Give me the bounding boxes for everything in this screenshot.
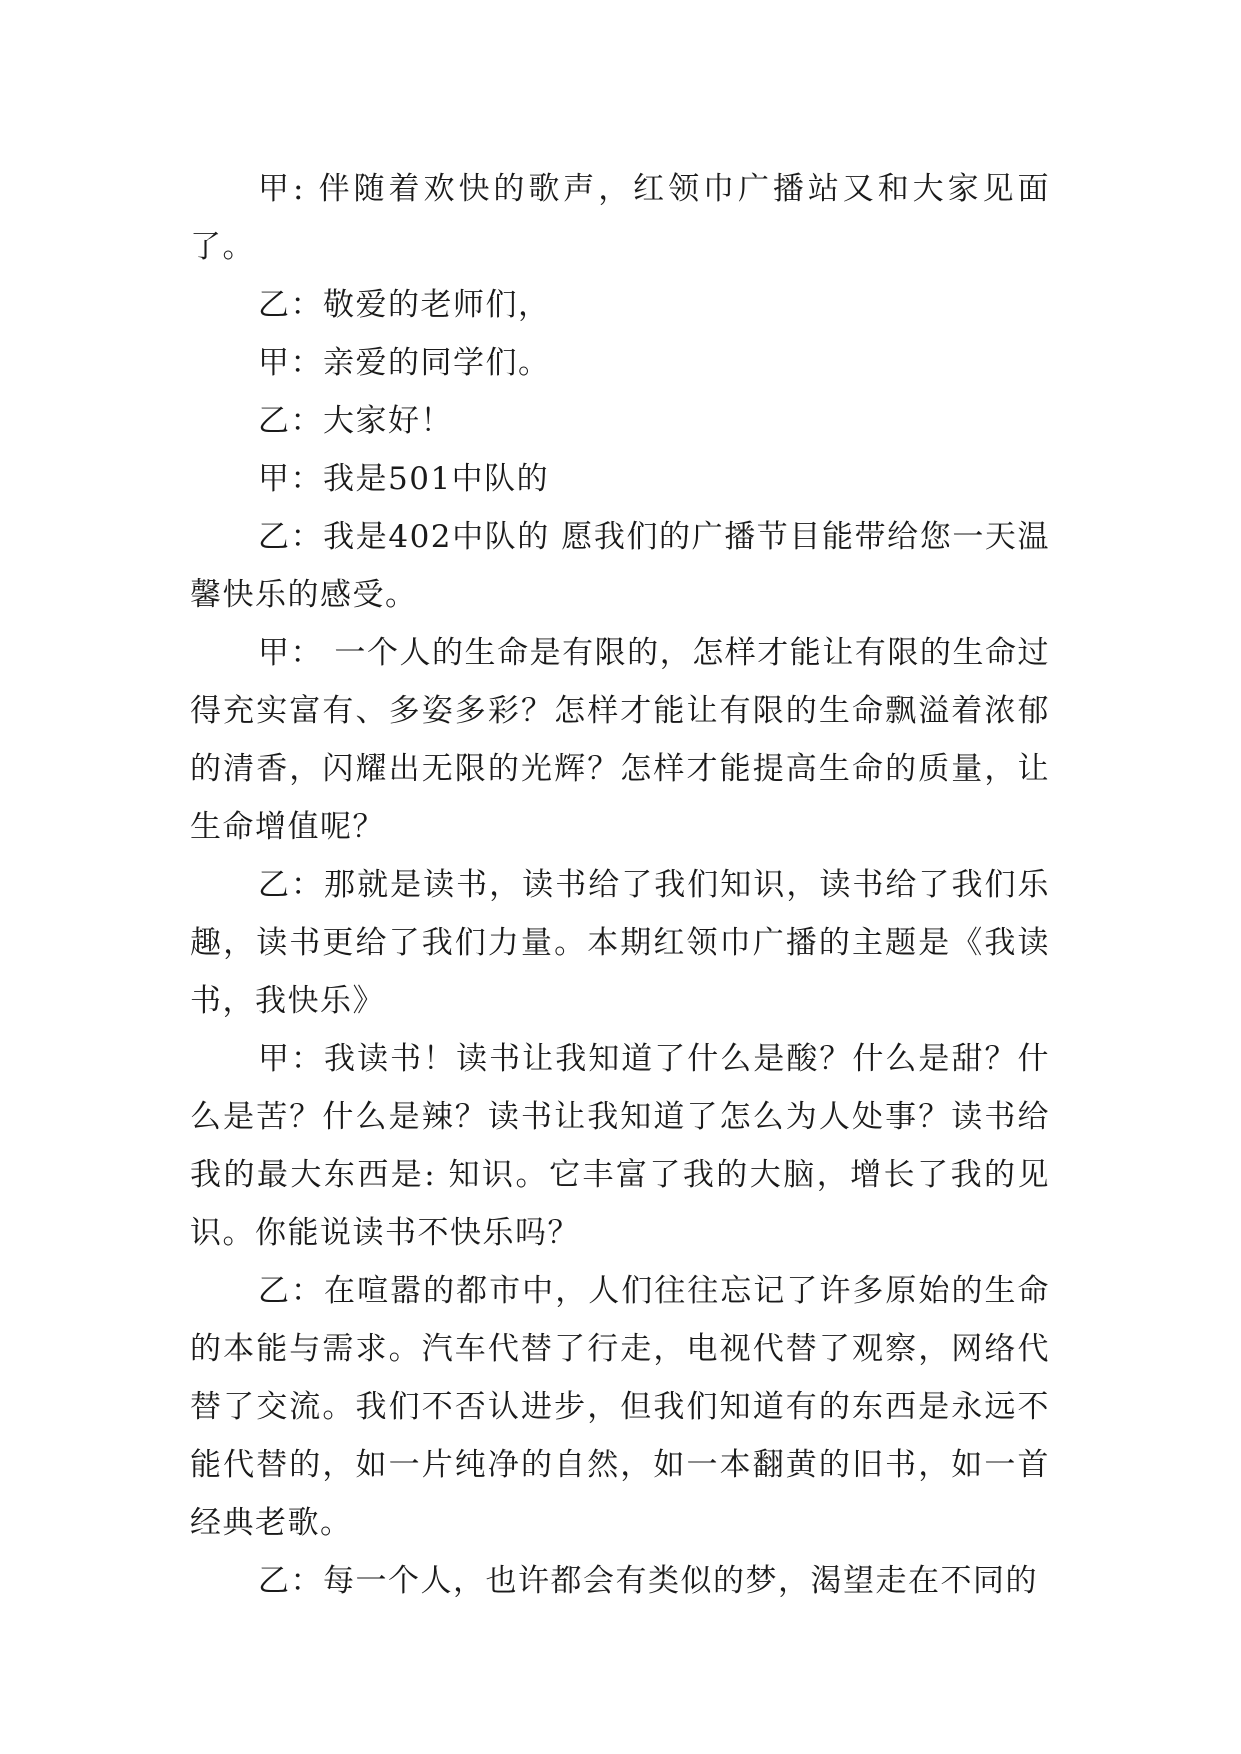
document-body: [190, 160, 1050, 1610]
paragraph-host-b-intro: 乙：我是402中队的 愿我们的广播节目能带给您一天温馨快乐的感受。: [190, 519, 1050, 613]
paragraph-theme: 乙：那就是读书，读书给了我们知识，读书给了我们乐趣，读书更给了我们力量。本期红领巾广播的主题是《我读书，我快乐》: [190, 867, 1050, 1019]
paragraph-intro: 甲: 伴随着欢快的歌声，红领巾广播站又和大家见面了。: [190, 171, 1050, 265]
paragraph-host-a-intro: 甲：我是501中队的: [258, 461, 550, 497]
paragraph-dream: 乙：每一个人，也许都会有类似的梦，渴望走在不同的: [258, 1563, 1038, 1599]
paragraph-city-life: 乙：在喧嚣的都市中，人们往往忘记了许多原始的生命的本能与需求。汽车代替了行走，电视代替了观察，网络代替了交流。我们不否认进步，但我们知道有的东西是永远不能代替的，如一片纯净的自然，如一本翻黄的旧书，如一首经典老歌。: [190, 1273, 1050, 1541]
paragraph-greeting-teachers: 乙：敬爱的老师们，: [258, 287, 551, 323]
paragraph-hello: 乙：大家好！: [258, 403, 453, 439]
paragraph-reading-joy: 甲：我读书！读书让我知道了什么是酸？什么是甜？什么是苦？什么是辣？读书让我知道了怎么为人处事？读书给我的最大东西是: 知识。它丰富了我的大脑，增长了我的见识。你能说读书不快乐吗？: [190, 1041, 1050, 1251]
paragraph-life-question: 甲： 一个人的生命是有限的，怎样才能让有限的生命过得充实富有、多姿多彩？怎样才能让有限的生命飘溢着浓郁的清香，闪耀出无限的光辉？怎样才能提高生命的质量，让生命增值呢？: [190, 635, 1050, 845]
paragraph-greeting-students: 甲：亲爱的同学们。: [258, 345, 551, 381]
